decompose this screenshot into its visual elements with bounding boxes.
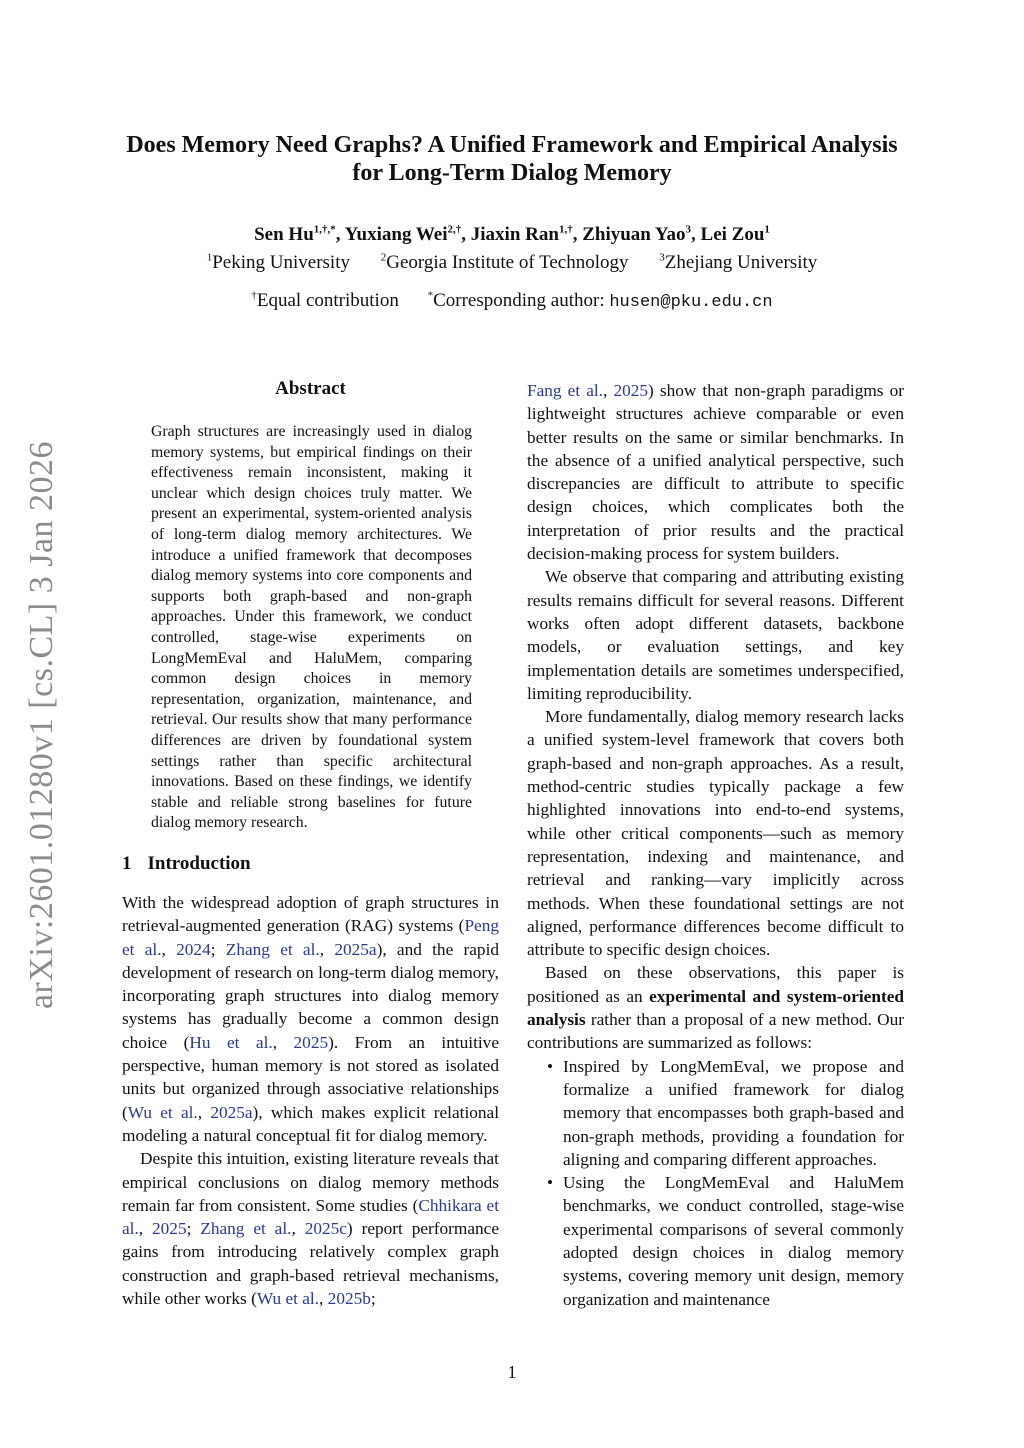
intro-paragraph-1: With the widespread adoption of graph structures in retrieval-augmented generation (RAG) systems (Peng et al., 2024; Zhang et al., 2025a), and the rapid development of research on long-term dialog memory, incorporating graph structures into dialog memory systems has gradually become a common design choice (Hu et al., 2025). From an intuitive perspective, human memory is not stored as isolated units but organized through associative relationships (Wu et al., 2025a), which makes explicit relational modeling a natural conceptual fit for dialog memory. xyxy=(122,893,500,1145)
contribution-item: • Inspired by LongMemEval, we propose and formalize a unified framework for dialog memory that encompasses both graph-based and non-graph methods, providing a foundation for aligning and comparing different approaches. xyxy=(563,1055,904,1171)
equal-contribution-note: †Equal contribution xyxy=(251,290,399,312)
corresponding-author-note: *Corresponding author: husen@pku.edu.cn xyxy=(427,290,773,313)
abstract-heading: Abstract xyxy=(275,378,346,399)
citation-link[interactable]: 2025 xyxy=(613,381,648,400)
affiliation: $^3$Zhejiang University xyxy=(659,252,818,274)
right-paragraph-1: Fang et al., 2025) show that non-graph paradigms or lightweight structures achieve comparable or even better results on the same or similar benchmarks. In the absence of a unified analytical perspective, such discrepancies are difficult to attribute to specific design choices, which complicates both the interpretation of prior results and the practical decision-making process for system builders. xyxy=(527,381,905,564)
right-paragraph-2: We observe that comparing and attributing existing results remains difficult for several reasons. Different works often adopt different datasets, backbone models, or evaluation settings, and key implementation details are sometimes underspecified, limiting reproducibility. xyxy=(527,567,904,703)
citation-link[interactable]: Zhang et al. xyxy=(225,939,320,959)
emphasis-text: experimental and system-oriented analysis xyxy=(527,986,904,1030)
author: Lei Zou$^1$ xyxy=(700,224,770,246)
paper-title xyxy=(100,131,924,187)
arxiv-id: arXiv:2601.01280v1 [cs.CL] 3 Jan 2026 xyxy=(23,440,61,1010)
author: Sen $Hu^{1,\dagger,*}$, xyxy=(254,224,345,246)
citation-link[interactable]: Peng et al. xyxy=(122,916,499,959)
title-line-2: for Long-Term Dialog Memory xyxy=(352,160,672,186)
citation-link[interactable]: 2025a xyxy=(334,939,377,959)
section-title: Introduction xyxy=(147,853,251,874)
author: Yuxiang Wei$^{2,\dagger}$, xyxy=(344,224,471,246)
author: Zhiyuan Yao$^3$, xyxy=(582,224,701,246)
citation-link[interactable]: Hu et al. xyxy=(189,1032,273,1052)
contribution-item: • Using the LongMemEval and HaluMem benchmarks, we conduct controlled, stage-wise experimental comparisons of several commonly adopted design choices in dialog memory systems, covering memory unit design, memory organization and maintenance xyxy=(563,1171,904,1311)
citation-link[interactable]: 2025 xyxy=(293,1032,329,1052)
affiliation: $^1$Peking University xyxy=(206,252,350,274)
contributions-list xyxy=(527,1055,904,1311)
author: Jiaxin Ran$^{1,\dagger}$, xyxy=(470,224,583,246)
citation-link[interactable]: Fang et al. xyxy=(527,381,604,400)
page-number: 1 xyxy=(507,1362,517,1382)
arxiv-sidebar-stamp xyxy=(12,440,72,1010)
affiliations xyxy=(100,252,924,274)
right-column xyxy=(527,379,904,1311)
right-paragraph-4: Based on these observations, this paper is positioned as an experimental and system-oriented analysis rather than a proposal of a new method. Our contributions are summarized as follows: xyxy=(527,963,904,1053)
citation-link[interactable]: 2025 xyxy=(152,1219,187,1239)
section-heading-introduction xyxy=(122,853,251,875)
author-notes xyxy=(100,290,924,312)
citation-link[interactable]: Wu et al. xyxy=(256,1289,320,1309)
right-paragraph-3: More fundamentally, dialog memory research lacks a unified system-level framework that covers both graph-based and non-graph approaches. As a result, method-centric studies typically package a few highlighted innovations into end-to-end systems, while other critical components—such as memory representation, indexing and maintenance, and retrieval and ranking—vary implicitly across methods. When these foundational settings are not aligned, performance differences become difficult to attribute to specific design choices. xyxy=(527,707,904,960)
citation-link[interactable]: 2025a xyxy=(210,1102,253,1122)
citation-link[interactable]: 2024 xyxy=(176,939,211,959)
left-column xyxy=(122,891,499,1310)
affiliation: $^2$Georgia Institute of Technology xyxy=(380,252,629,274)
citation-link[interactable]: Chhikara et al. xyxy=(122,1195,499,1239)
author-list xyxy=(100,224,924,246)
title-line-1: Does Memory Need Graphs? A Unified Framework and Empirical Analysis xyxy=(126,132,898,158)
citation-link[interactable]: 2025b xyxy=(327,1289,371,1309)
citation-link[interactable]: Wu et al. xyxy=(127,1102,198,1122)
email: husen@pku.edu.cn xyxy=(609,293,773,313)
intro-paragraph-2: Despite this intuition, existing literature reveals that empirical conclusions on dialog memory methods remain far from consistent. Some studies (Chhikara et al., 2025; Zhang et al., 2025c) report performance gains from introducing relatively complex graph construction and graph-based retrieval mechanisms, while other works (Wu et al., 2025b; xyxy=(122,1149,500,1309)
citation-link[interactable]: 2025c xyxy=(304,1219,347,1239)
section-number: 1 xyxy=(122,853,132,874)
citation-link[interactable]: Zhang et al. xyxy=(200,1219,292,1239)
abstract-text: Graph structures are increasingly used in dialog memory systems, but empirical findings on their effectiveness remain inconsistent, making it unclear which design choices truly matter. We present an experimental, system-oriented analysis of long-term dialog memory architectures. We introduce a unified framework that decomposes dialog memory systems into core components and supports both graph-based and non-graph approaches. Under this framework, we conduct controlled, stage-wise experiments on LongMemEval and HaluMem, comparing common design choices in memory representation, organization, maintenance, and retrieval. Our results show that many performance differences are driven by foundational system settings rather than specific architectural innovations. Based on these findings, we identify stable and reliable strong baselines for future dialog memory research. xyxy=(151,423,472,832)
